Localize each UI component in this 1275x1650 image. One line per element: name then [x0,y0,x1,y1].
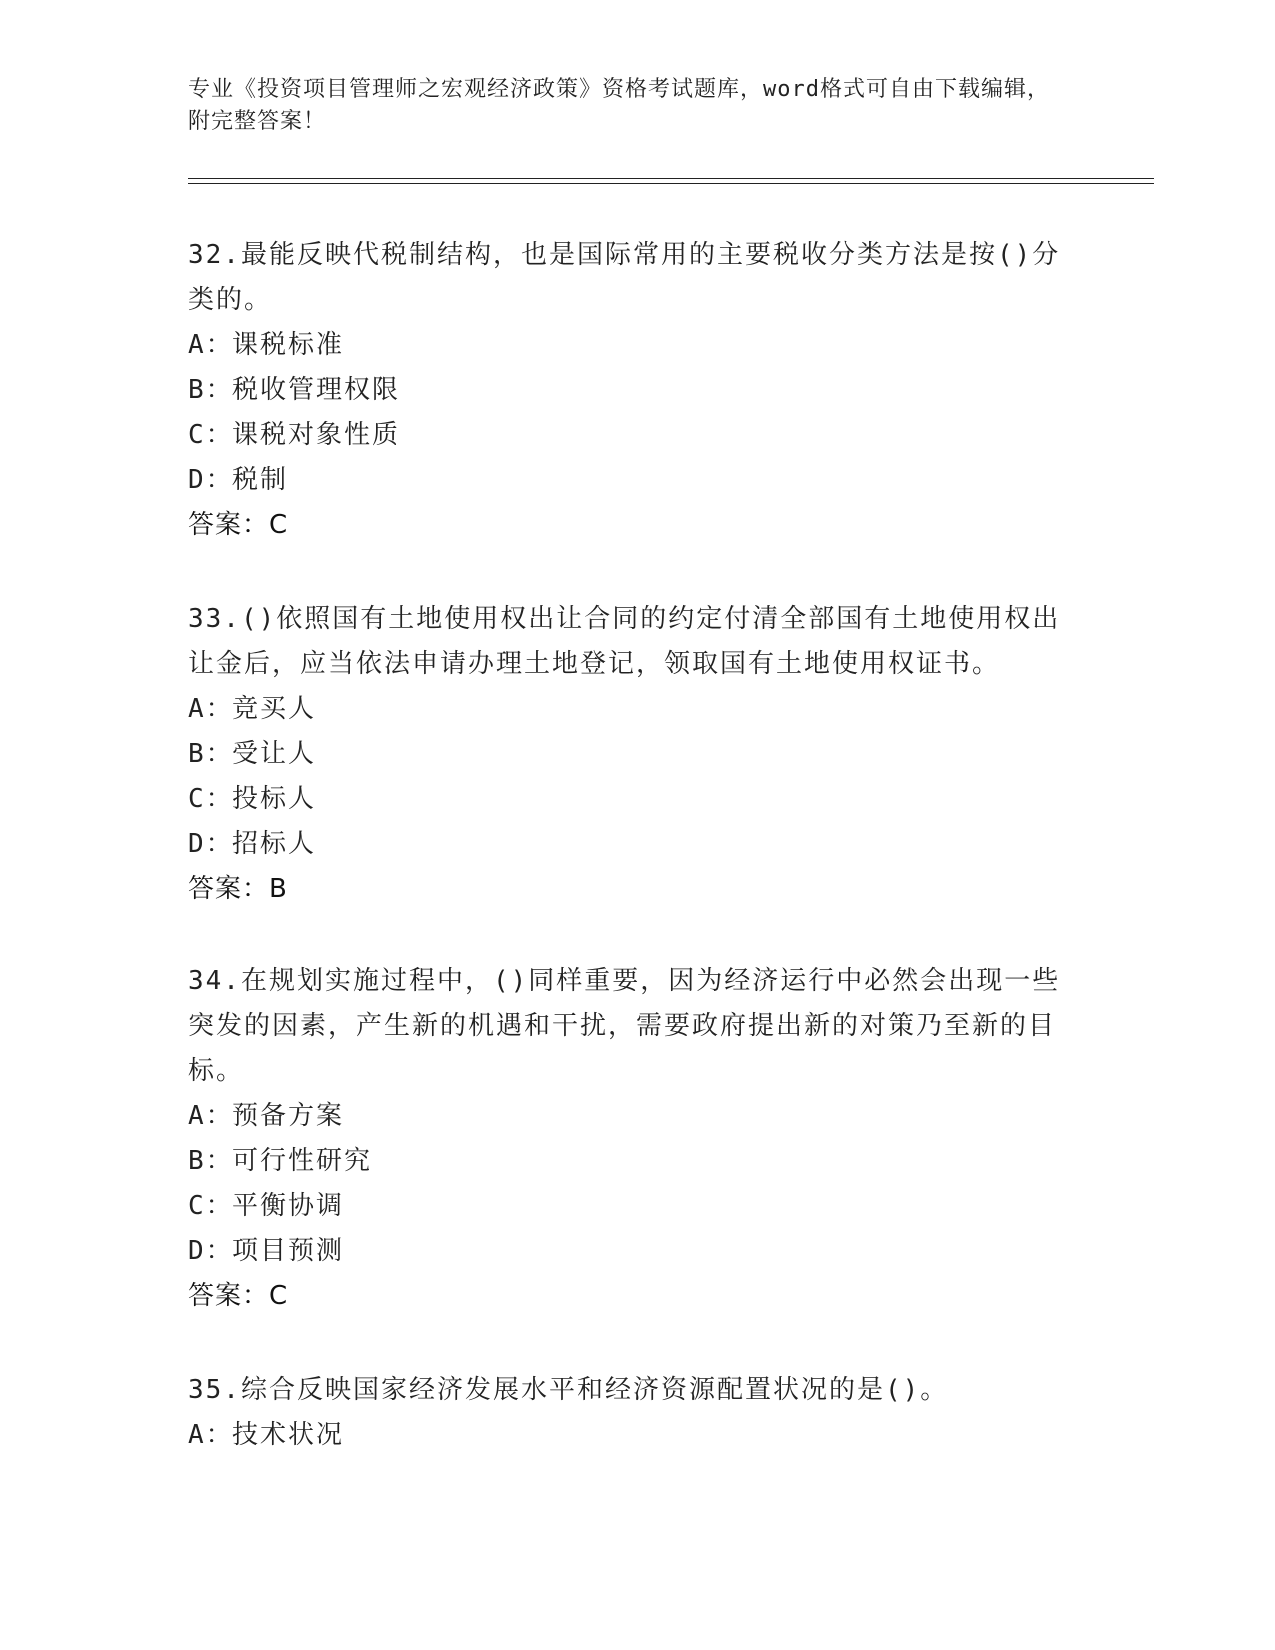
option-c [188,413,1078,458]
question-34 [188,959,1078,1319]
option-a [188,323,1078,368]
option-d [188,458,1078,503]
question-text: ()依照国有土地使用权出让合同的约定付清全部国有土地使用权出让金后，应当依法申请办理土地登记，领取国有土地使用权证书。 [188,604,1061,679]
option-c [188,1184,1078,1229]
option-letter: D： [188,465,234,495]
question-number: 35. [188,1375,241,1405]
question-35 [188,1368,1078,1458]
question-text: 最能反映代税制结构，也是国际常用的主要税收分类方法是按()分类的。 [188,240,1061,315]
question-33 [188,597,1078,912]
option-letter: A： [188,694,234,724]
question-stem [188,233,1078,323]
question-stem [188,1368,1078,1413]
question-stem [188,597,1078,687]
question-number: 32. [188,240,241,270]
answer: 答案：C [188,1281,289,1311]
option-letter: C： [188,1191,234,1221]
option-text: 受让人 [232,739,317,769]
answer: 答案：B [188,874,288,904]
option-text: 课税标准 [232,330,345,360]
option-text: 技术状况 [232,1420,345,1450]
question-number: 33. [188,604,241,634]
header-divider-bottom [188,183,1154,184]
option-d [188,822,1078,867]
option-text: 预备方案 [232,1101,345,1131]
option-letter: B： [188,375,234,405]
option-letter: B： [188,1146,234,1176]
answer: 答案：C [188,510,289,540]
question-number: 34. [188,966,241,996]
option-d [188,1229,1078,1274]
option-text: 招标人 [232,829,317,859]
option-text: 课税对象性质 [232,420,401,450]
option-text: 投标人 [232,784,317,814]
question-stem [188,959,1078,1094]
option-b [188,1139,1078,1184]
option-letter: B： [188,739,234,769]
option-letter: C： [188,784,234,814]
option-a [188,687,1078,732]
option-letter: A： [188,1420,234,1450]
option-letter: A： [188,1101,234,1131]
option-b [188,732,1078,777]
option-letter: D： [188,1236,234,1266]
question-text: 综合反映国家经济发展水平和经济资源配置状况的是()。 [240,1375,949,1405]
option-text: 平衡协调 [232,1191,345,1221]
option-a [188,1413,1078,1458]
header-divider-top [188,178,1154,179]
question-32 [188,233,1078,548]
option-text: 竞买人 [232,694,317,724]
option-a [188,1094,1078,1139]
question-text: 在规划实施过程中，()同样重要，因为经济运行中必然会出现一些突发的因素，产生新的机遇和干扰，需要政府提出新的对策乃至新的目标。 [188,966,1061,1086]
option-b [188,368,1078,413]
document-header: 专业《投资项目管理师之宏观经济政策》资格考试题库，word格式可自由下载编辑，附完整答案！ [188,77,1050,134]
option-text: 税制 [232,465,289,495]
option-letter: C： [188,420,234,450]
option-text: 可行性研究 [232,1146,373,1176]
option-letter: A： [188,330,234,360]
option-text: 项目预测 [232,1236,345,1266]
option-c [188,777,1078,822]
option-text: 税收管理权限 [232,375,401,405]
option-letter: D： [188,829,234,859]
